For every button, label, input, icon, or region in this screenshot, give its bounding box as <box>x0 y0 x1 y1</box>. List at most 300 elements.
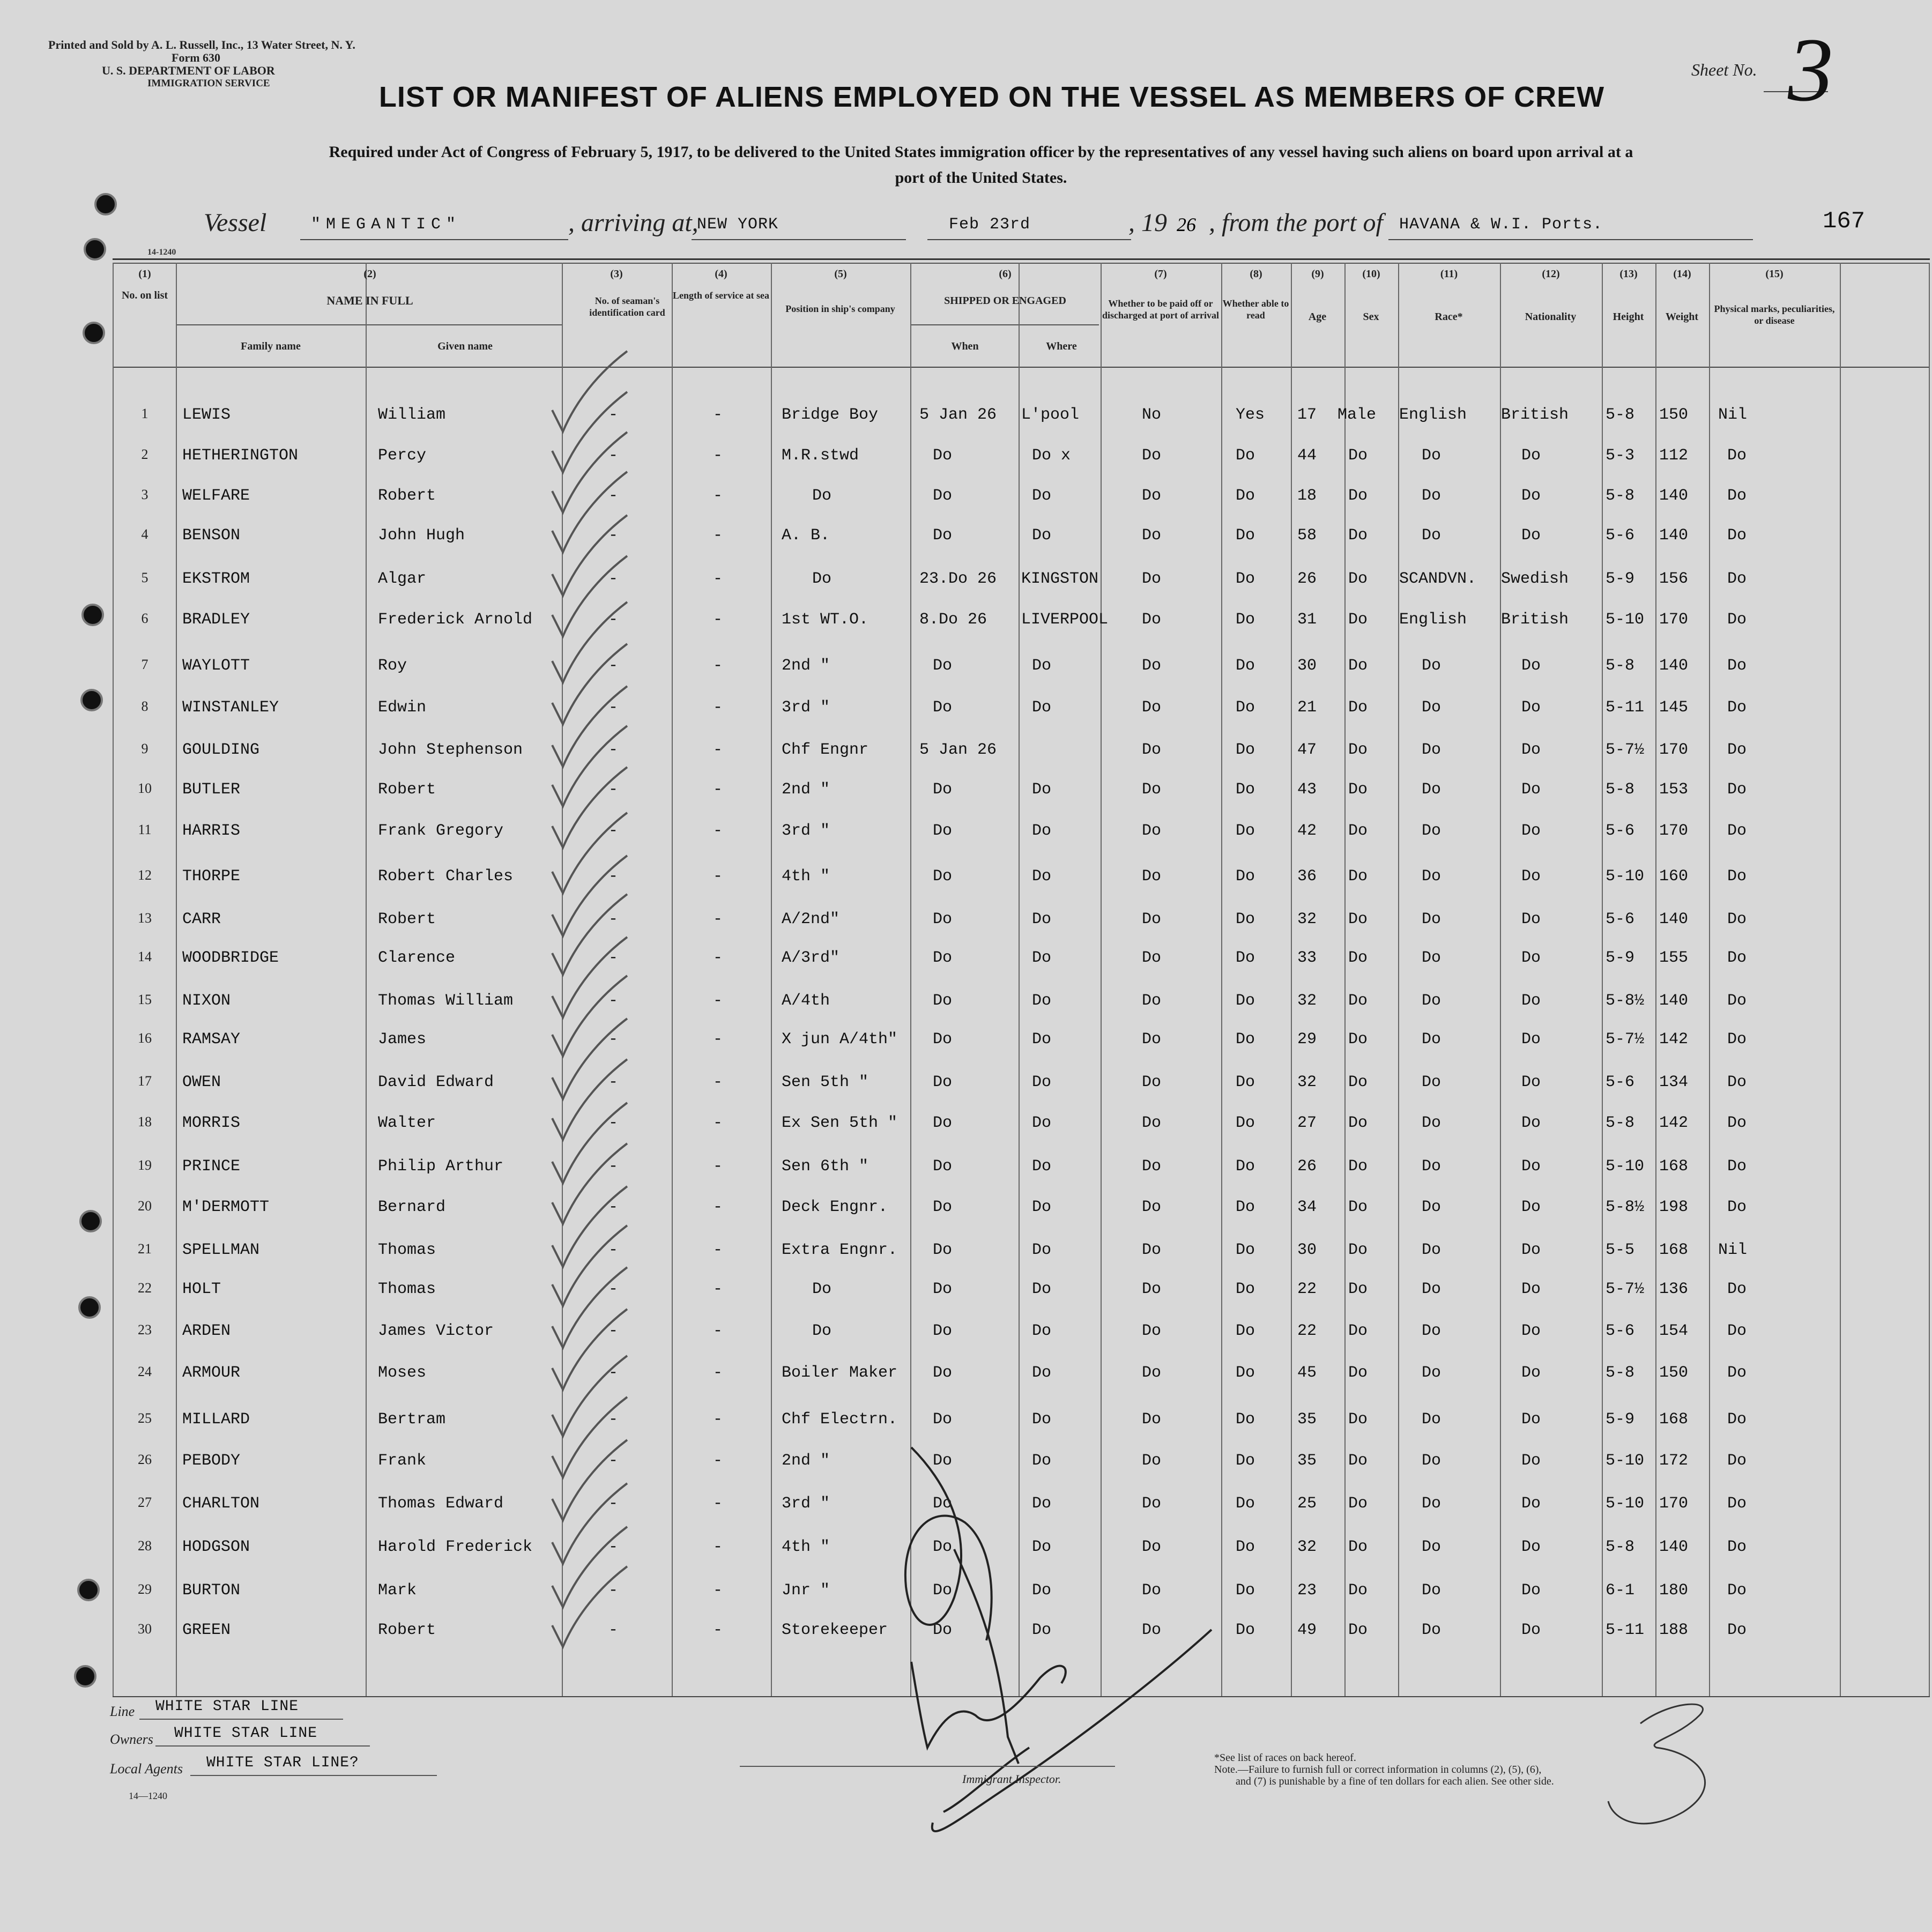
cell-read: Do <box>1236 1280 1255 1298</box>
header-when: When <box>951 340 979 352</box>
cell-height: 5-9 <box>1606 1410 1635 1429</box>
cell-weight: 168 <box>1659 1410 1689 1429</box>
cell-marks: Do <box>1727 526 1747 545</box>
cell-read: Do <box>1236 611 1255 629</box>
cell-position: 1st WT.O. <box>782 611 869 629</box>
cell-race: Do <box>1422 867 1441 886</box>
cell-where: Do <box>1032 781 1052 799</box>
cell-given: Robert <box>378 781 436 799</box>
cell-length: - <box>713 1621 723 1639</box>
cell-height: 5-7½ <box>1606 1280 1645 1298</box>
cell-given: Thomas <box>378 1280 436 1298</box>
cell-paid: Do <box>1142 1198 1162 1216</box>
cell-weight: 153 <box>1659 781 1689 799</box>
cell-read: Do <box>1236 741 1255 759</box>
cell-nationality: Do <box>1521 699 1541 717</box>
cell-given: Edwin <box>378 699 427 717</box>
cell-nationality: Do <box>1521 1538 1541 1556</box>
cell-where: Do <box>1032 699 1052 717</box>
cell-family: LEWIS <box>182 406 231 424</box>
cell-marks: Do <box>1727 1621 1747 1639</box>
cell-when: Do <box>933 526 953 545</box>
cell-nationality: Do <box>1521 1030 1541 1049</box>
cell-length: - <box>713 1073 723 1091</box>
cell-age: 49 <box>1297 1621 1317 1639</box>
cell-where: Do <box>1032 822 1052 840</box>
cell-race: Do <box>1422 1410 1441 1429</box>
cell-read: Do <box>1236 867 1255 886</box>
cell-height: 5-8 <box>1606 781 1635 799</box>
cell-sex: Do <box>1348 1157 1368 1176</box>
cell-read: Do <box>1236 1030 1255 1049</box>
cell-height: 5-5 <box>1606 1241 1635 1259</box>
cell-length: - <box>713 657 723 675</box>
cell-paid: Do <box>1142 1114 1162 1132</box>
cell-family: BUTLER <box>182 781 241 799</box>
cell-age: 33 <box>1297 949 1317 967</box>
cell-given: Clarence <box>378 949 456 967</box>
cell-age: 18 <box>1297 487 1317 505</box>
cell-paid: Do <box>1142 487 1162 505</box>
cell-given: Robert <box>378 487 436 505</box>
column-number: (12) <box>1542 268 1560 280</box>
cell-weight: 168 <box>1659 1157 1689 1176</box>
cell-weight: 140 <box>1659 657 1689 675</box>
cell-age: 29 <box>1297 1030 1317 1049</box>
cell-paid: Do <box>1142 447 1162 465</box>
header-physical: Physical marks, peculiarities, or disease <box>1714 303 1835 326</box>
cell-when: Do <box>933 1198 953 1216</box>
arriving-port: NEW YORK <box>697 216 779 234</box>
column-number: (15) <box>1765 268 1784 280</box>
cell-nationality: Do <box>1521 1581 1541 1600</box>
cell-position: A/3rd" <box>782 949 840 967</box>
cell-when: Do <box>933 910 953 928</box>
cell-position: Sen 6th " <box>782 1157 869 1176</box>
cell-weight: 188 <box>1659 1621 1689 1639</box>
check-mark <box>552 1527 627 1607</box>
cell-nationality: Do <box>1521 447 1541 465</box>
cell-when: Do <box>933 1581 953 1600</box>
row-number: 19 <box>138 1157 152 1173</box>
cell-length: - <box>713 447 723 465</box>
cell-weight: 140 <box>1659 910 1689 928</box>
cell-card: - <box>608 699 619 717</box>
cell-read: Yes <box>1236 406 1265 424</box>
cell-position: Deck Engnr. <box>782 1198 888 1216</box>
cell-read: Do <box>1236 699 1255 717</box>
cell-position: 3rd " <box>782 1495 830 1513</box>
cell-length: - <box>713 867 723 886</box>
cell-when: Do <box>933 1495 953 1513</box>
cell-paid: Do <box>1142 1157 1162 1176</box>
cell-height: 5-10 <box>1606 867 1645 886</box>
owners-value: WHITE STAR LINE <box>174 1725 318 1742</box>
check-mark <box>552 515 627 596</box>
cell-age: 27 <box>1297 1114 1317 1132</box>
cell-when: 5 Jan 26 <box>919 741 997 759</box>
cell-sex: Do <box>1348 1280 1368 1298</box>
row-number: 4 <box>141 526 148 542</box>
check-marks <box>552 351 627 1647</box>
inspector-line <box>740 1766 1115 1767</box>
punch-hole <box>94 193 117 216</box>
cell-length: - <box>713 406 723 424</box>
cell-paid: Do <box>1142 992 1162 1010</box>
cell-sex: Do <box>1348 526 1368 545</box>
cell-given: Mark <box>378 1581 417 1600</box>
cell-height: 5-8½ <box>1606 1198 1645 1216</box>
cell-marks: Do <box>1727 1280 1747 1298</box>
cell-position: Do <box>812 1280 832 1298</box>
cell-height: 5-8 <box>1606 1114 1635 1132</box>
header-weight: Weight <box>1665 311 1699 323</box>
check-mark <box>552 1019 627 1099</box>
cell-sex: Do <box>1348 699 1368 717</box>
cell-paid: Do <box>1142 1410 1162 1429</box>
cell-given: Roy <box>378 657 407 675</box>
column-number: (4) <box>715 268 727 280</box>
cell-card: - <box>608 1198 619 1216</box>
cell-given: Thomas Edward <box>378 1495 504 1513</box>
cell-where: L'pool <box>1021 406 1080 424</box>
requirement-line: Required under Act of Congress of February 5, 1917, to be delivered to the United States immigration officer by the representatives of any vessel having such aliens on board upon arrival at a <box>329 143 1633 161</box>
cell-length: - <box>713 1322 723 1340</box>
cell-where: Do <box>1032 867 1052 886</box>
cell-given: Frederick Arnold <box>378 611 533 629</box>
cell-read: Do <box>1236 1581 1255 1600</box>
check-mark <box>552 813 627 893</box>
cell-marks: Do <box>1727 1364 1747 1382</box>
cell-card: - <box>608 867 619 886</box>
cell-age: 17 <box>1297 406 1317 424</box>
cell-nationality: Do <box>1521 822 1541 840</box>
cell-when: Do <box>933 699 953 717</box>
cell-height: 5-9 <box>1606 570 1635 588</box>
cell-weight: 170 <box>1659 822 1689 840</box>
cell-family: RAMSAY <box>182 1030 241 1049</box>
cell-where: Do <box>1032 992 1052 1010</box>
cell-race: Do <box>1422 699 1441 717</box>
cell-sex: Male <box>1337 406 1377 424</box>
column-number: (13) <box>1619 268 1638 280</box>
header-position: Position in ship's company <box>785 303 895 314</box>
cell-height: 5-6 <box>1606 1073 1635 1091</box>
column-number: (11) <box>1440 268 1458 280</box>
cell-card: - <box>608 1452 619 1470</box>
cell-nationality: Do <box>1521 949 1541 967</box>
cell-length: - <box>713 781 723 799</box>
cell-card: - <box>608 447 619 465</box>
cell-weight: 155 <box>1659 949 1689 967</box>
from-label: , from the port of <box>1209 209 1383 237</box>
cell-card: - <box>608 1322 619 1340</box>
cell-read: Do <box>1236 910 1255 928</box>
check-mark <box>552 937 627 1017</box>
cell-race: Do <box>1422 992 1441 1010</box>
cell-position: Boiler Maker <box>782 1364 898 1382</box>
cell-nationality: Do <box>1521 867 1541 886</box>
cell-when: Do <box>933 867 953 886</box>
cell-marks: Do <box>1727 949 1747 967</box>
row-number: 17 <box>138 1073 152 1089</box>
cell-age: 32 <box>1297 992 1317 1010</box>
cell-marks: Do <box>1727 1538 1747 1556</box>
cell-family: THORPE <box>182 867 241 886</box>
cell-length: - <box>713 487 723 505</box>
cell-when: Do <box>933 487 953 505</box>
check-mark <box>552 1440 627 1520</box>
year-suffix: 26 <box>1177 214 1196 235</box>
cell-position: 2nd " <box>782 781 830 799</box>
agents-value: WHITE STAR LINE? <box>206 1755 359 1771</box>
cell-where: LIVERPOOL <box>1021 611 1109 629</box>
cell-position: A. B. <box>782 526 830 545</box>
header-seaman-card: No. of seaman's identification card <box>589 295 665 318</box>
arrival-date: Feb 23rd <box>949 216 1031 234</box>
cell-when: Do <box>933 1452 953 1470</box>
row-number: 9 <box>141 741 148 756</box>
cell-card: - <box>608 570 619 588</box>
cell-marks: Do <box>1727 657 1747 675</box>
cell-race: Do <box>1422 487 1441 505</box>
cell-when: Do <box>933 822 953 840</box>
cell-age: 35 <box>1297 1452 1317 1470</box>
cell-given: Robert <box>378 1621 436 1639</box>
check-mark <box>552 602 627 682</box>
cell-paid: Do <box>1142 1452 1162 1470</box>
cell-length: - <box>713 1538 723 1556</box>
cell-read: Do <box>1236 487 1255 505</box>
cell-height: 5-10 <box>1606 611 1645 629</box>
header-shipped: SHIPPED OR ENGAGED <box>944 295 1066 307</box>
row-number: 13 <box>138 910 152 926</box>
cell-marks: Do <box>1727 1198 1747 1216</box>
cell-length: - <box>713 1581 723 1600</box>
cell-when: Do <box>933 1157 953 1176</box>
cell-marks: Do <box>1727 992 1747 1010</box>
cell-position: X jun A/4th" <box>782 1030 898 1049</box>
cell-read: Do <box>1236 992 1255 1010</box>
cell-given: Walter <box>378 1114 436 1132</box>
cell-where: Do <box>1032 949 1052 967</box>
cell-race: Do <box>1422 822 1441 840</box>
cell-read: Do <box>1236 1073 1255 1091</box>
cell-length: - <box>713 1280 723 1298</box>
cell-card: - <box>608 741 619 759</box>
cell-weight: 156 <box>1659 570 1689 588</box>
cell-race: Do <box>1422 1114 1441 1132</box>
cell-card: - <box>608 949 619 967</box>
cell-read: Do <box>1236 1452 1255 1470</box>
cell-card: - <box>608 992 619 1010</box>
cell-length: - <box>713 949 723 967</box>
cell-read: Do <box>1236 781 1255 799</box>
cell-family: M'DERMOTT <box>182 1198 270 1216</box>
cell-race: Do <box>1422 910 1441 928</box>
cell-card: - <box>608 1581 619 1600</box>
cell-race: Do <box>1422 1364 1441 1382</box>
cell-where: Do <box>1032 1157 1052 1176</box>
line-value: WHITE STAR LINE <box>155 1698 299 1715</box>
column-number: (8) <box>1250 268 1262 280</box>
header-paid-off: Whether to be paid off or discharged at port of arrival <box>1102 298 1219 321</box>
cell-position: Jnr " <box>782 1581 830 1600</box>
check-mark <box>552 686 627 767</box>
printer-line: IMMIGRATION SERVICE <box>147 78 270 89</box>
header-no-on-list: No. on list <box>121 289 168 301</box>
cell-weight: 170 <box>1659 1495 1689 1513</box>
cell-nationality: Swedish <box>1501 570 1569 588</box>
requirement-line: port of the United States. <box>895 169 1067 187</box>
cell-nationality: Do <box>1521 1157 1541 1176</box>
cell-nationality: Do <box>1521 992 1541 1010</box>
row-number: 15 <box>138 992 152 1007</box>
column-number: (14) <box>1673 268 1691 280</box>
cell-weight: 140 <box>1659 1538 1689 1556</box>
cell-when: Do <box>933 1538 953 1556</box>
cell-family: MILLARD <box>182 1410 250 1429</box>
cell-sex: Do <box>1348 949 1368 967</box>
row-number: 14 <box>138 949 152 964</box>
cell-length: - <box>713 1114 723 1132</box>
cell-marks: Do <box>1727 611 1747 629</box>
cell-age: 44 <box>1297 447 1317 465</box>
cell-weight: 160 <box>1659 867 1689 886</box>
cell-height: 6-1 <box>1606 1581 1635 1600</box>
cell-sex: Do <box>1348 657 1368 675</box>
row-number: 3 <box>141 487 148 502</box>
header-family-name: Family name <box>241 340 301 352</box>
cell-when: Do <box>933 1073 953 1091</box>
row-number: 2 <box>141 447 148 462</box>
cell-where: Do <box>1032 487 1052 505</box>
cell-paid: Do <box>1142 611 1162 629</box>
cell-position: Do <box>812 487 832 505</box>
cell-family: CARR <box>182 910 221 928</box>
cell-sex: Do <box>1348 1241 1368 1259</box>
cell-where: Do <box>1032 1322 1052 1340</box>
inspector-label: Immigrant Inspector. <box>962 1772 1061 1786</box>
cell-read: Do <box>1236 1322 1255 1340</box>
cell-family: WOODBRIDGE <box>182 949 279 967</box>
cell-paid: Do <box>1142 1495 1162 1513</box>
cell-length: - <box>713 1410 723 1429</box>
cell-sex: Do <box>1348 611 1368 629</box>
cell-age: 26 <box>1297 570 1317 588</box>
cell-sex: Do <box>1348 1030 1368 1049</box>
vessel-name: "MEGANTIC" <box>311 216 462 234</box>
cell-where: Do <box>1032 1538 1052 1556</box>
cell-read: Do <box>1236 1621 1255 1639</box>
cell-nationality: Do <box>1521 657 1541 675</box>
cell-where: Do <box>1032 910 1052 928</box>
cell-marks: Do <box>1727 781 1747 799</box>
column-number: (3) <box>610 268 623 280</box>
cell-length: - <box>713 1495 723 1513</box>
cell-where: Do <box>1032 1030 1052 1049</box>
cell-sex: Do <box>1348 1410 1368 1429</box>
cell-race: Do <box>1422 1322 1441 1340</box>
cell-given: Frank Gregory <box>378 822 504 840</box>
header-sex: Sex <box>1363 311 1379 323</box>
row-number: 12 <box>138 867 152 883</box>
cell-weight: 154 <box>1659 1322 1689 1340</box>
cell-position: Extra Engnr. <box>782 1241 898 1259</box>
cell-nationality: Do <box>1521 1073 1541 1091</box>
cell-read: Do <box>1236 657 1255 675</box>
row-number: 16 <box>138 1030 152 1046</box>
cell-where: Do <box>1032 1581 1052 1600</box>
cell-paid: No <box>1142 406 1162 424</box>
cell-race: Do <box>1422 526 1441 545</box>
cell-family: HODGSON <box>182 1538 250 1556</box>
cell-weight: 168 <box>1659 1241 1689 1259</box>
cell-card: - <box>608 487 619 505</box>
cell-paid: Do <box>1142 1073 1162 1091</box>
cell-race: Do <box>1422 447 1441 465</box>
row-number: 6 <box>141 611 148 626</box>
cell-card: - <box>608 611 619 629</box>
cell-nationality: Do <box>1521 1322 1541 1340</box>
row-number: 10 <box>138 781 152 796</box>
cell-where: Do <box>1032 1073 1052 1091</box>
cell-card: - <box>608 1621 619 1639</box>
cell-age: 32 <box>1297 1073 1317 1091</box>
cell-race: Do <box>1422 1157 1441 1176</box>
cell-given: Frank <box>378 1452 427 1470</box>
check-mark <box>552 1103 627 1183</box>
cell-nationality: Do <box>1521 1241 1541 1259</box>
cell-read: Do <box>1236 1241 1255 1259</box>
cell-height: 5-8 <box>1606 487 1635 505</box>
column-number: (9) <box>1311 268 1324 280</box>
cell-card: - <box>608 526 619 545</box>
cell-family: HARRIS <box>182 822 241 840</box>
cell-card: - <box>608 1364 619 1382</box>
cell-sex: Do <box>1348 1073 1368 1091</box>
cell-length: - <box>713 526 723 545</box>
cell-read: Do <box>1236 570 1255 588</box>
cell-race: Do <box>1422 1581 1441 1600</box>
cell-where: KINGSTON <box>1021 570 1099 588</box>
cell-height: 5-11 <box>1606 1621 1645 1639</box>
cell-given: Harold Frederick <box>378 1538 533 1556</box>
cell-card: - <box>608 657 619 675</box>
cell-where: Do <box>1032 1495 1052 1513</box>
cell-when: Do <box>933 1322 953 1340</box>
cell-where: Do <box>1032 1410 1052 1429</box>
cell-read: Do <box>1236 949 1255 967</box>
cell-paid: Do <box>1142 1621 1162 1639</box>
cell-height: 5-8 <box>1606 1364 1635 1382</box>
cell-race: English <box>1399 406 1467 424</box>
cell-nationality: Do <box>1521 1495 1541 1513</box>
sheet-number: 3 <box>1788 19 1833 120</box>
cell-age: 22 <box>1297 1322 1317 1340</box>
cell-weight: 180 <box>1659 1581 1689 1600</box>
cell-race: Do <box>1422 1495 1441 1513</box>
cell-race: Do <box>1422 1538 1441 1556</box>
cell-weight: 170 <box>1659 611 1689 629</box>
cell-race: Do <box>1422 1073 1441 1091</box>
header-race: Race* <box>1435 311 1463 323</box>
cell-weight: 150 <box>1659 406 1689 424</box>
cell-family: PRINCE <box>182 1157 241 1176</box>
row-number: 27 <box>138 1495 152 1510</box>
cell-weight: 170 <box>1659 741 1689 759</box>
cell-where: Do <box>1032 1364 1052 1382</box>
